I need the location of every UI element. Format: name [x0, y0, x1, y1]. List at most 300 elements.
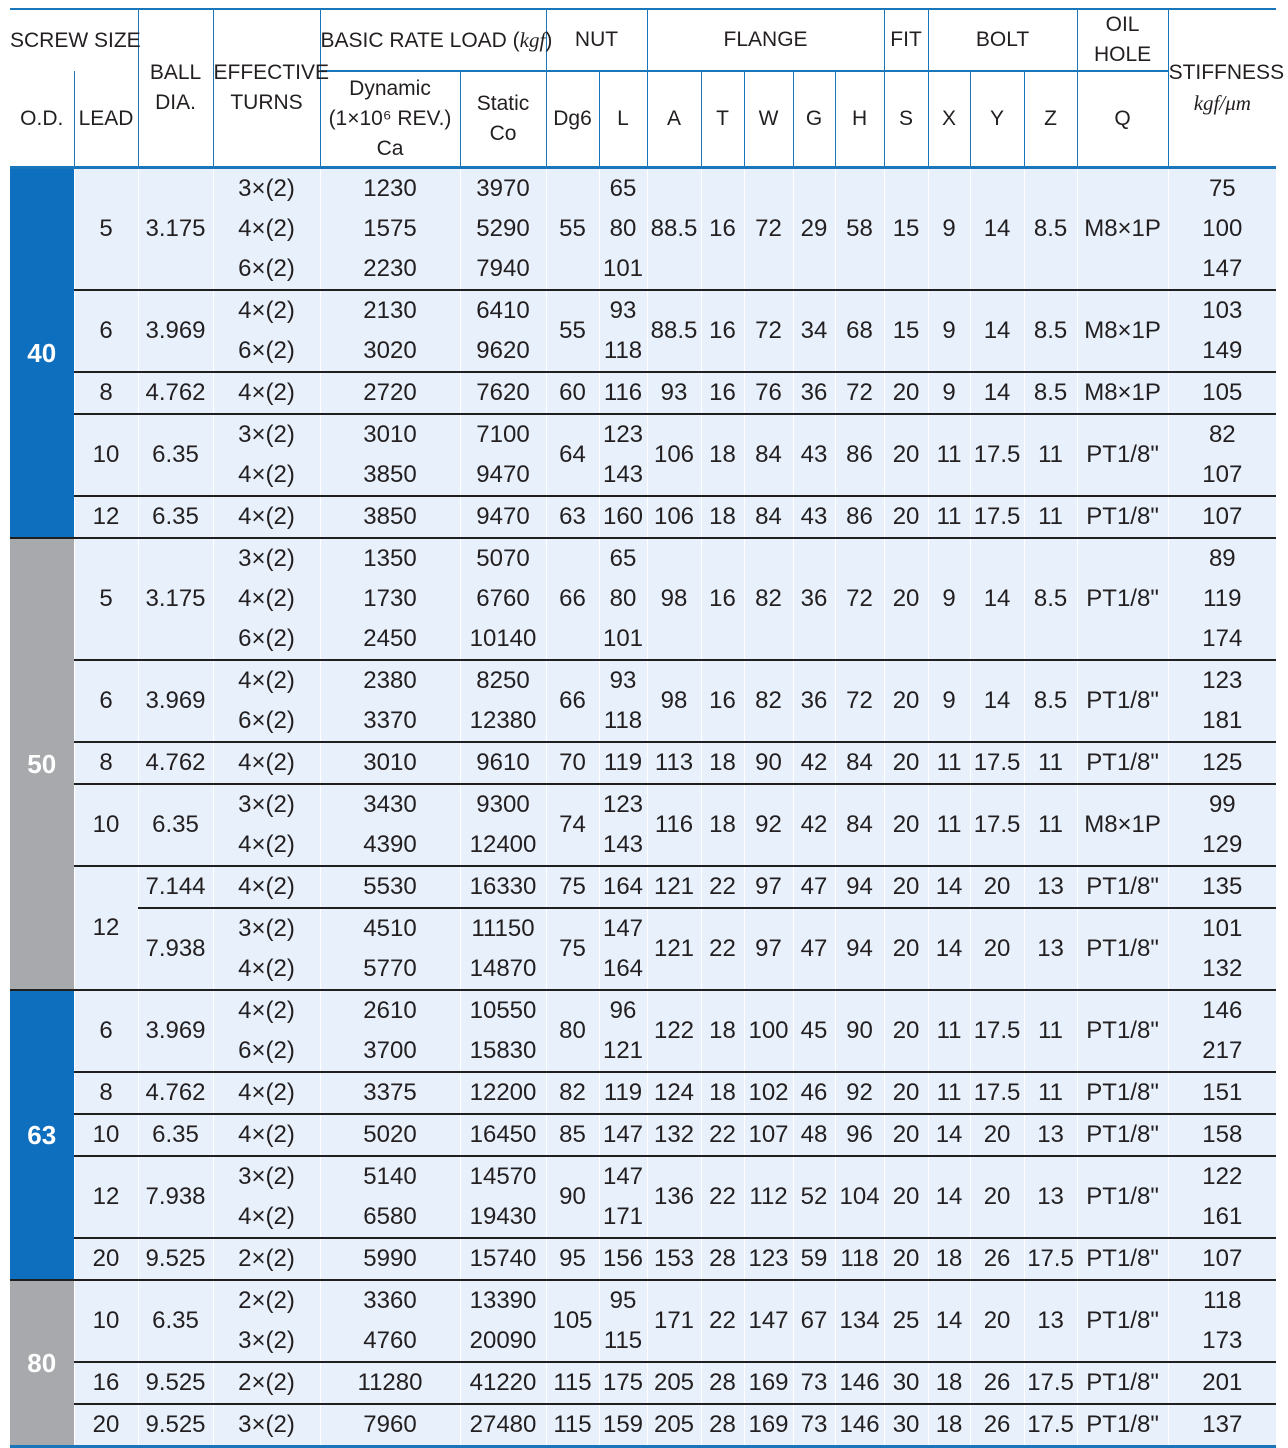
lead-cell: 12 [74, 496, 138, 538]
dg6-cell: 63 [546, 496, 599, 538]
t-cell: 16 [701, 290, 744, 372]
turns-cell-value: 4×(2) [238, 297, 295, 324]
x-cell: 14 [928, 908, 970, 990]
t-cell: 18 [701, 742, 744, 784]
w-cell: 169 [744, 1404, 793, 1447]
t-cell: 16 [701, 538, 744, 660]
y-cell: 26 [970, 1238, 1024, 1280]
l-cell-value: 143 [602, 831, 644, 858]
y-cell: 20 [970, 1280, 1024, 1362]
a-cell: 121 [647, 866, 701, 908]
static-load-cell: 16330 [460, 866, 546, 908]
stiffness-cell: 125 [1168, 742, 1276, 784]
stiffness-cell-value: 129 [1202, 831, 1243, 858]
l-cell-value: 147 [602, 915, 644, 942]
dynamic-load-cell [320, 414, 460, 496]
dg6-cell: 82 [546, 1072, 599, 1114]
q-cell: M8×1P [1077, 372, 1168, 414]
x-cell: 18 [928, 1238, 970, 1280]
turns-cell-value: 3×(2) [238, 1327, 295, 1354]
basic-rate-load-header: BASIC RATE LOAD (kgf) [320, 9, 546, 71]
static-load-cell-value: 6410 [476, 297, 530, 324]
turns-cell-value: 6×(2) [238, 1037, 295, 1064]
dg6-cell: 55 [546, 168, 599, 291]
s-cell: 30 [884, 1404, 928, 1447]
table-row [10, 742, 1276, 784]
stiffness-cell: 107 [1168, 1238, 1276, 1280]
dynamic-load-cell-value: 5140 [363, 1163, 417, 1190]
turns-cell: 2×(2) [213, 1362, 320, 1404]
l-cell-value: 93 [609, 667, 637, 694]
flange-header: FLANGE [647, 9, 884, 71]
static-load-cell-value: 7100 [476, 421, 530, 448]
z-cell: 11 [1024, 784, 1077, 866]
static-load-cell-value: 10550 [469, 997, 537, 1024]
t-cell: 16 [701, 168, 744, 291]
dynamic-load-cell-value: 3850 [363, 461, 417, 488]
q-cell: PT1/8" [1077, 990, 1168, 1072]
stiffness-cell [1168, 290, 1276, 372]
dynamic-load-cell: 3375 [320, 1072, 460, 1114]
t-cell: 28 [701, 1238, 744, 1280]
l-cell-value: 96 [609, 997, 637, 1024]
z-cell: 13 [1024, 1114, 1077, 1156]
t-cell: 28 [701, 1362, 744, 1404]
l-cell-value: 123 [602, 791, 644, 818]
g-cell: 73 [793, 1404, 835, 1447]
h-cell: 94 [835, 908, 884, 990]
bolt-header: BOLT [928, 9, 1077, 71]
l-cell-value: 164 [602, 955, 644, 982]
x-cell: 14 [928, 1114, 970, 1156]
dynamic-load-cell-value: 3700 [363, 1037, 417, 1064]
l-cell-value: 115 [603, 1327, 643, 1354]
h-cell: 84 [835, 784, 884, 866]
h-cell: 146 [835, 1362, 884, 1404]
w-cell: 92 [744, 784, 793, 866]
t-cell: 22 [701, 1156, 744, 1238]
nut-header: NUT [546, 9, 647, 71]
turns-cell-value: 2×(2) [238, 1287, 295, 1314]
l-cell [599, 784, 647, 866]
y-cell: 17.5 [970, 414, 1024, 496]
g-cell: 45 [793, 990, 835, 1072]
static-load-cell [460, 168, 546, 291]
y-cell: 14 [970, 660, 1024, 742]
ball-dia-cell: 9.525 [138, 1238, 213, 1280]
z-cell: 11 [1024, 1072, 1077, 1114]
l-cell [599, 538, 647, 660]
table-row [10, 660, 1276, 742]
dg6-cell: 74 [546, 784, 599, 866]
stiffness-cell-value: 161 [1202, 1203, 1243, 1230]
turns-cell-value: 6×(2) [238, 255, 295, 282]
table-row [10, 784, 1276, 866]
a-cell: 121 [647, 908, 701, 990]
stiffness-cell-value: 118 [1203, 1287, 1242, 1314]
turns-cell [213, 538, 320, 660]
x-cell: 9 [928, 290, 970, 372]
x-cell: 11 [928, 1072, 970, 1114]
static-load-cell [460, 660, 546, 742]
dynamic-load-cell: 7960 [320, 1404, 460, 1447]
stiffness-cell-value: 75 [1208, 175, 1236, 202]
turns-cell-value: 3×(2) [238, 175, 295, 202]
static-load-cell: 16450 [460, 1114, 546, 1156]
dynamic-load-cell [320, 990, 460, 1072]
static-load-cell-value: 11150 [471, 915, 535, 942]
turns-cell: 4×(2) [213, 866, 320, 908]
q-cell: PT1/8" [1077, 660, 1168, 742]
static-load-cell [460, 1156, 546, 1238]
z-cell: 8.5 [1024, 290, 1077, 372]
l-cell [599, 660, 647, 742]
dynamic-load-cell-value: 2450 [363, 625, 417, 652]
stiffness-cell-value: 217 [1202, 1037, 1243, 1064]
t-cell: 28 [701, 1404, 744, 1447]
dynamic-load-cell: 2720 [320, 372, 460, 414]
static-load-cell-value: 3970 [476, 175, 530, 202]
q-cell: M8×1P [1077, 784, 1168, 866]
turns-cell-value: 6×(2) [238, 625, 295, 652]
a-cell: 93 [647, 372, 701, 414]
stiffness-cell: 137 [1168, 1404, 1276, 1447]
dynamic-load-cell-value: 3430 [363, 791, 417, 818]
q-cell: PT1/8" [1077, 908, 1168, 990]
ball-dia-cell: 6.35 [138, 496, 213, 538]
l-cell [599, 1280, 647, 1362]
t-cell: 16 [701, 372, 744, 414]
s-cell: 30 [884, 1362, 928, 1404]
l-cell: 147 [599, 1114, 647, 1156]
s-cell: 20 [884, 1072, 928, 1114]
static-load-cell-value: 12400 [469, 831, 537, 858]
h-cell: 86 [835, 414, 884, 496]
turns-cell-value: 4×(2) [238, 955, 295, 982]
x-cell: 9 [928, 372, 970, 414]
g-cell: 42 [793, 742, 835, 784]
dg6-cell: 66 [546, 538, 599, 660]
w-cell: 76 [744, 372, 793, 414]
stiffness-cell: 107 [1168, 496, 1276, 538]
turns-cell [213, 168, 320, 291]
l-cell-value: 65 [609, 545, 637, 572]
s-cell: 20 [884, 1156, 928, 1238]
a-cell: 136 [647, 1156, 701, 1238]
x-cell: 14 [928, 1156, 970, 1238]
ball-dia-header: BALL DIA. [138, 9, 213, 168]
table-row [10, 908, 1276, 990]
static-load-cell-value: 7940 [476, 255, 530, 282]
g-cell: 34 [793, 290, 835, 372]
q-header: Q [1077, 71, 1168, 168]
static-load-cell: 15740 [460, 1238, 546, 1280]
screw-size-header: SCREW SIZE [10, 9, 138, 71]
l-cell [599, 290, 647, 372]
l-header: L [599, 71, 647, 168]
static-load-cell: 41220 [460, 1362, 546, 1404]
x-cell: 11 [928, 414, 970, 496]
l-cell [599, 414, 647, 496]
s-cell: 20 [884, 1114, 928, 1156]
static-load-cell-value: 9620 [476, 337, 530, 364]
q-cell: M8×1P [1077, 168, 1168, 291]
ball-dia-cell: 7.938 [138, 1156, 213, 1238]
stiffness-cell [1168, 908, 1276, 990]
table-row [10, 372, 1276, 414]
static-load-cell-value: 13390 [469, 1287, 537, 1314]
ball-screw-spec-table [10, 8, 1285, 1448]
z-cell: 8.5 [1024, 538, 1077, 660]
z-cell: 13 [1024, 908, 1077, 990]
fit-header: FIT [884, 9, 928, 71]
l-cell: 159 [599, 1404, 647, 1447]
x-cell: 14 [928, 866, 970, 908]
turns-cell-value: 6×(2) [238, 337, 295, 364]
dg6-cell: 90 [546, 1156, 599, 1238]
turns-cell [213, 784, 320, 866]
dg6-cell: 70 [546, 742, 599, 784]
z-cell: 8.5 [1024, 372, 1077, 414]
y-cell: 26 [970, 1404, 1024, 1447]
s-cell: 20 [884, 414, 928, 496]
ball-dia-cell: 7.144 [138, 866, 213, 908]
dg6-cell: 115 [546, 1404, 599, 1447]
turns-cell-value: 3×(2) [238, 915, 295, 942]
table-row [10, 1156, 1276, 1238]
t-cell: 18 [701, 414, 744, 496]
h-cell: 118 [835, 1238, 884, 1280]
y-cell: 17.5 [970, 990, 1024, 1072]
lead-cell: 8 [74, 742, 138, 784]
table-row [10, 990, 1276, 1072]
turns-cell: 4×(2) [213, 742, 320, 784]
s-cell: 15 [884, 168, 928, 291]
lead-cell: 12 [74, 866, 138, 990]
stiffness-cell: 105 [1168, 372, 1276, 414]
x-cell: 18 [928, 1404, 970, 1447]
s-cell: 20 [884, 990, 928, 1072]
lead-header: LEAD [74, 71, 138, 168]
stiffness-cell-value: 132 [1202, 955, 1243, 982]
static-load-cell-value: 20090 [469, 1327, 537, 1354]
q-cell: PT1/8" [1077, 1238, 1168, 1280]
l-cell: 116 [599, 372, 647, 414]
stiffness-cell-value: 82 [1208, 421, 1236, 448]
ball-dia-cell: 9.525 [138, 1362, 213, 1404]
turns-cell: 4×(2) [213, 1072, 320, 1114]
h-cell: 72 [835, 660, 884, 742]
table-row [10, 538, 1276, 660]
y-cell: 20 [970, 1156, 1024, 1238]
dg6-cell: 66 [546, 660, 599, 742]
table-row [10, 866, 1276, 908]
l-cell: 119 [599, 742, 647, 784]
table-body [10, 168, 1276, 1447]
ball-dia-cell: 3.175 [138, 538, 213, 660]
w-cell: 72 [744, 168, 793, 291]
s-cell: 20 [884, 538, 928, 660]
dynamic-load-cell: 5530 [320, 866, 460, 908]
h-cell: 92 [835, 1072, 884, 1114]
s-cell: 20 [884, 908, 928, 990]
dynamic-load-cell-value: 3010 [363, 421, 417, 448]
q-cell: PT1/8" [1077, 496, 1168, 538]
t-cell: 16 [701, 660, 744, 742]
stiffness-cell-value: 122 [1202, 1163, 1243, 1190]
stiffness-cell-value: 174 [1202, 625, 1243, 652]
dynamic-load-cell: 5020 [320, 1114, 460, 1156]
g-cell: 52 [793, 1156, 835, 1238]
stiffness-header: STIFFNESS kgf/μm [1168, 9, 1276, 168]
w-cell: 82 [744, 538, 793, 660]
t-cell: 18 [701, 496, 744, 538]
lead-cell: 5 [74, 168, 138, 291]
g-cell: 36 [793, 538, 835, 660]
a-cell: 98 [647, 660, 701, 742]
table-row [10, 414, 1276, 496]
l-cell: 164 [599, 866, 647, 908]
static-load-cell [460, 908, 546, 990]
l-cell-value: 65 [609, 175, 637, 202]
l-cell [599, 908, 647, 990]
turns-cell-value: 4×(2) [238, 215, 295, 242]
static-load-cell-value: 10140 [469, 625, 537, 652]
h-cell: 134 [835, 1280, 884, 1362]
stiffness-cell [1168, 990, 1276, 1072]
w-cell: 90 [744, 742, 793, 784]
l-cell [599, 1156, 647, 1238]
q-cell: PT1/8" [1077, 1404, 1168, 1447]
turns-cell-value: 3×(2) [238, 791, 295, 818]
z-header: Z [1024, 71, 1077, 168]
dynamic-load-cell-value: 1230 [363, 175, 417, 202]
w-cell: 97 [744, 866, 793, 908]
lead-cell: 5 [74, 538, 138, 660]
dynamic-load-cell: 3850 [320, 496, 460, 538]
q-cell: PT1/8" [1077, 1072, 1168, 1114]
dynamic-load-cell-value: 4510 [363, 915, 417, 942]
g-cell: 36 [793, 372, 835, 414]
turns-cell-value: 3×(2) [238, 545, 295, 572]
turns-cell: 3×(2) [213, 1404, 320, 1447]
dynamic-load-cell [320, 1156, 460, 1238]
table-header [10, 9, 1285, 168]
dg6-cell: 75 [546, 908, 599, 990]
stiffness-cell: 135 [1168, 866, 1276, 908]
dg6-cell: 55 [546, 290, 599, 372]
dynamic-load-cell [320, 784, 460, 866]
dynamic-load-cell [320, 168, 460, 291]
a-cell: 88.5 [647, 290, 701, 372]
z-cell: 13 [1024, 1280, 1077, 1362]
w-cell: 123 [744, 1238, 793, 1280]
ball-dia-cell: 3.969 [138, 990, 213, 1072]
stiffness-cell-value: 146 [1202, 997, 1243, 1024]
ball-dia-cell: 4.762 [138, 1072, 213, 1114]
y-cell: 17.5 [970, 742, 1024, 784]
g-cell: 47 [793, 908, 835, 990]
turns-cell: 2×(2) [213, 1238, 320, 1280]
x-cell: 9 [928, 660, 970, 742]
dynamic-load-cell [320, 290, 460, 372]
static-load-cell: 27480 [460, 1404, 546, 1447]
turns-cell [213, 1280, 320, 1362]
q-cell: PT1/8" [1077, 1114, 1168, 1156]
dg6-cell: 105 [546, 1280, 599, 1362]
a-cell: 116 [647, 784, 701, 866]
turns-cell-value: 6×(2) [238, 707, 295, 734]
screw-od-cell: 40 [10, 168, 74, 539]
l-cell-value: 101 [602, 255, 644, 282]
l-cell-value: 171 [602, 1203, 644, 1230]
turns-cell-value: 4×(2) [238, 997, 295, 1024]
h-cell: 146 [835, 1404, 884, 1447]
turns-cell [213, 990, 320, 1072]
s-cell: 15 [884, 290, 928, 372]
ball-dia-cell: 6.35 [138, 414, 213, 496]
lead-cell: 10 [74, 1280, 138, 1362]
w-cell: 82 [744, 660, 793, 742]
q-cell: PT1/8" [1077, 1362, 1168, 1404]
stiffness-cell: 151 [1168, 1072, 1276, 1114]
table-row [10, 1362, 1276, 1404]
stiffness-cell-value: 100 [1202, 215, 1243, 242]
a-cell: 88.5 [647, 168, 701, 291]
g-header: G [793, 71, 835, 168]
t-cell: 18 [701, 1072, 744, 1114]
q-cell: PT1/8" [1077, 742, 1168, 784]
dynamic-load-cell-value: 2230 [363, 255, 417, 282]
t-cell: 22 [701, 1114, 744, 1156]
q-cell: PT1/8" [1077, 538, 1168, 660]
h-cell: 96 [835, 1114, 884, 1156]
turns-cell-value: 4×(2) [238, 667, 295, 694]
g-cell: 29 [793, 168, 835, 291]
stiffness-cell [1168, 660, 1276, 742]
effective-turns-header: EFFECTIVE TURNS [213, 9, 320, 168]
dynamic-load-cell-value: 1730 [363, 585, 417, 612]
a-cell: 132 [647, 1114, 701, 1156]
x-cell: 11 [928, 742, 970, 784]
stiffness-cell-value: 123 [1202, 667, 1243, 694]
stiffness-cell: 158 [1168, 1114, 1276, 1156]
x-cell: 11 [928, 784, 970, 866]
y-cell: 17.5 [970, 1072, 1024, 1114]
turns-cell-value: 4×(2) [238, 461, 295, 488]
a-cell: 205 [647, 1362, 701, 1404]
s-cell: 20 [884, 660, 928, 742]
ball-dia-cell: 6.35 [138, 1280, 213, 1362]
lead-cell: 20 [74, 1404, 138, 1447]
w-cell: 84 [744, 496, 793, 538]
static-load-cell-value: 19430 [469, 1203, 537, 1230]
z-cell: 8.5 [1024, 168, 1077, 291]
table-row [10, 1114, 1276, 1156]
h-cell: 84 [835, 742, 884, 784]
y-cell: 20 [970, 908, 1024, 990]
static-load-cell: 9610 [460, 742, 546, 784]
z-cell: 17.5 [1024, 1238, 1077, 1280]
x-header: X [928, 71, 970, 168]
s-cell: 20 [884, 496, 928, 538]
y-cell: 20 [970, 1114, 1024, 1156]
turns-cell [213, 908, 320, 990]
z-cell: 13 [1024, 866, 1077, 908]
y-cell: 14 [970, 290, 1024, 372]
g-cell: 42 [793, 784, 835, 866]
static-load-cell-value: 5290 [476, 215, 530, 242]
